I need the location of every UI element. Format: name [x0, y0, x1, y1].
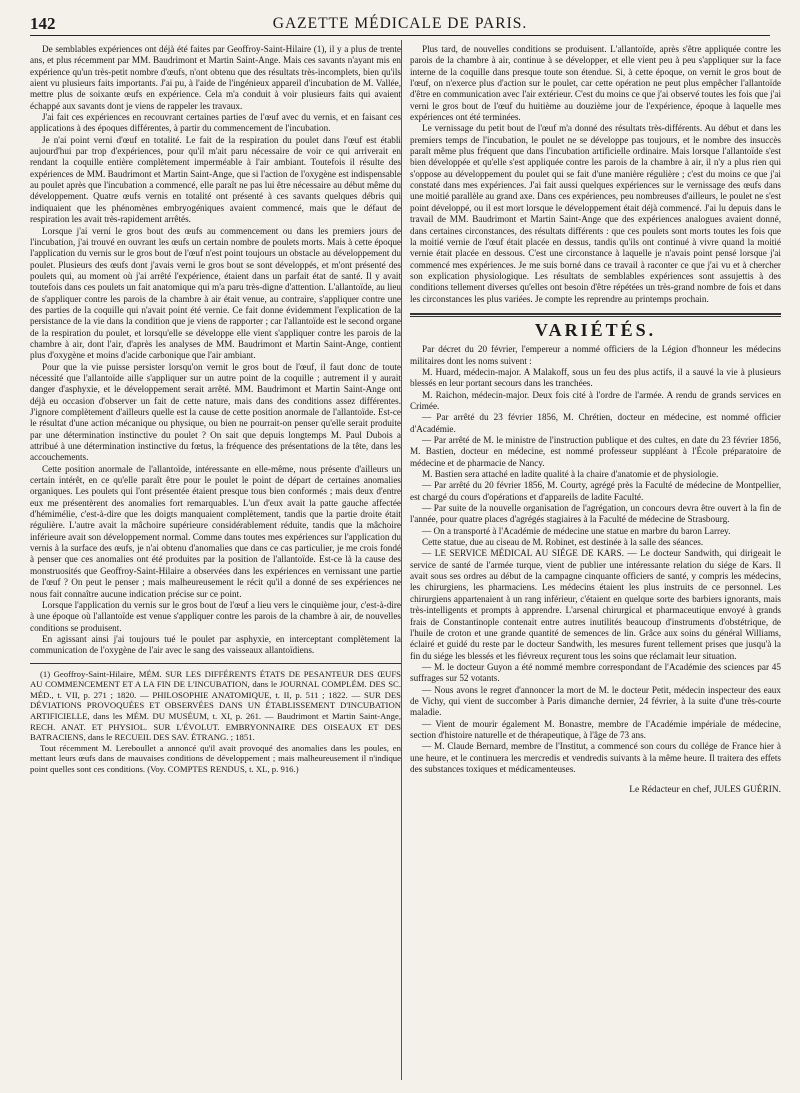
varietes-item: M. Raichon, médecin-major. Deux fois cité à l'ordre de l'armée. A rendu de grands services en Crimée.	[410, 389, 781, 411]
varietes-item: — Vient de mourir également M. Bonastre, membre de l'Académie impériale de médecine, section d'histoire naturelle et de thérapeutique, à l'âge de 73 ans.	[410, 718, 781, 740]
article-paragraph: Pour que la vie puisse persister lorsqu'on vernit le gros bout de l'œuf, il faut donc de toute nécessité que l'allantoïde aille s'appliquer sur un autre point de la coquille ; autrement il y aurait danger d'asphyxie, et le développement serait arrêté. MM. Baudrimont et Martin Saint-Ange ont déjà eu occasion d'observer un fait de cette nature, mais dans des conditions assez différentes. J'ignore complètement d'ailleurs quelle est la cause de cette position anormale de l'allantoïde. Est-ce le résultat d'une action mécanique ou physique, ou bien ne pourrait-on penser qu'elle serait produite par une détermination instinctive du poulet ? On sait que depuis longtemps M. Paul Dubois a attribué à une détermination instinctive du fœtus, la fréquence des présentations de la tête, dans les accouchements.	[30, 361, 401, 463]
article-paragraph: Lorsque j'ai verni le gros bout des œufs au commencement ou dans les premiers jours de l'incubation, j'ai trouvé en ouvrant les œufs un certain nombre de poulets morts. Mais à cette époque l'application du vernis sur le gros bout de l'œuf n'est point toujours un obstacle au développement du poulet. Plusieurs des œufs dont j'avais verni le gros bout se sont développés, et m'ont présenté des poulets qui, au moment où j'ai arrêté l'expérience, étaient dans un parfait état de santé. Il y avait toutefois dans ces poulets un fait anatomique qui m'a paru très-digne d'attention. L'allantoïde, au lieu de s'appliquer contre les parois de la chambre à air était venue, au contraire, s'appliquer contre une des parties de la coquille qui n'avait point été vernie. Ce fait donne évidemment l'explication de la persistance de la vie dans la condition que je viens de rapporter ; car l'allantoïde est le second organe de la respiration du poulet, et lorsqu'elle se développe elle vient s'appliquer contre les parois de la chambre à air, dont l'air, d'après les analyses de MM. Baudrimont et Martin Saint-Ange, contient plus d'oxygène et moins d'acide carbonique que l'air ambiant.	[30, 225, 401, 361]
varietes-item: M. Huard, médecin-major. A Malakoff, sous un feu des plus actifs, il a sauvé la vie à plusieurs blessés en leur portant secours dans les tranchées.	[410, 366, 781, 389]
varietes-item: — Par arrêté du 23 février 1856, M. Chrétien, docteur en médecine, est nommé officier d'Académie.	[410, 412, 781, 434]
editor-signature	[410, 785, 781, 796]
article-paragraph: De semblables expériences ont déjà été faites par Geoffroy-Saint-Hilaire (1), il y a plus de trente ans, et plus récemment par MM. Baudrimont et Martin Saint-Ange. Mais ces savants n'ayant mis en expérience qu'un très-petit nombre d'œufs, n'ont obtenu que des résultats très-incomplets, bien qu'ils aient vu plusieurs faits importants. J'ai pu, à l'aide de l'ingénieux appareil d'incubation de M. Vallée, mettre plus de soixante œufs en expérience. Cela m'a conduit à voir plusieurs faits qui avaient échappé aux savants dont je viens de rappeler les travaux.	[30, 44, 401, 111]
varietes-item: — Par arrêté de M. le ministre de l'instruction publique et des cultes, en date du 23 février 1856, M. Bastien, docteur en médecine, est nommé professeur suppléant à l'École préparatoire de médecine et de pharmacie de Nancy.	[410, 435, 781, 468]
footnote-paragraph: (1) Geoffroy-Saint-Hilaire, MÉM. SUR LES DIFFÉRENTS ÉTATS DE PESANTEUR DES ŒUFS AU COMMENCEMENT ET A LA FIN DE L'INCUBATION, dans le JOURNAL COMPLÉM. DES SC. MÉD., t. VII, p. 271 ; 1820. — PHILOSOPHIE ANATOMIQUE, t. II, p. 511 ; 1822. — SUR DES DÉVIATIONS PROVOQUÉES ET OBSERVÉES DANS UN ÉTABLISSEMENT D'INCUBATION ARTIFICIELLE, dans les MÉM. DU MUSÉUM, t. XI, p. 261. — Baudrimont et Martin Saint-Ange, RECH. ANAT. ET PHYSIOL. SUR L'ÉVOLUT. EMBRYONNAIRE DES OISEAUX ET DES BATRACIENS, dans le RECUEIL DES SAV. ÉTRANG. ; 1851.	[30, 668, 401, 743]
varietes-item: — Par arrêté du 20 février 1856, M. Courty, agrégé près la Faculté de médecine de Montpellier, est chargé du cours d'opérations et d'appareils de ladite Faculté.	[410, 480, 781, 502]
varietes-item: — M. Claude Bernard, membre de l'Institut, a commencé son cours du collége de France hier à une heure, et le continuera les mercredis et vendredis suivants à la même heure. Il traitera des effets des substances toxiques et médicamenteuses.	[410, 741, 781, 774]
column-divider	[401, 40, 402, 1080]
footnote-rule	[30, 663, 401, 664]
article-paragraph: Lorsque l'application du vernis sur le gros bout de l'œuf a lieu vers le cinquième jour, c'est-à-dire à une époque où l'allantoïde est venue s'appliquer contre les parois de la chambre à air, de nouvelles conditions se produisent.	[30, 599, 401, 633]
page-header	[30, 14, 770, 36]
varietes-item: — On a transporté à l'Académie de médecine une statue en marbre du baron Larrey.	[422, 525, 731, 536]
varietes-items	[410, 344, 781, 775]
page-number: 142	[30, 14, 56, 33]
varietes-item: — Par suite de la nouvelle organisation de l'agrégation, un concours devra être ouvert à la fin de l'année, pour quatre places d'agrégés stagiaires à la Faculté de médecine de Strasbourg.	[410, 503, 781, 525]
varietes-item: Par décret du 20 février, l'empereur a nommé officiers de la Légion d'honneur les médecins militaires dont les noms suivent :	[410, 344, 781, 366]
section-title-varietes: VARIÉTÉS.	[534, 319, 657, 340]
article-paragraph: Plus tard, de nouvelles conditions se produisent. L'allantoïde, après s'être appliquée contre les parois de la chambre à air, continue à se développer, et elle vient peu à peu s'appliquer sur la face interne de la coquille dans presque toute son étendue. Si, à cette époque, on vernit le gros bout de l'œuf, on n'exerce plus d'action sur le poulet, car cette opération ne peut plus empêcher l'allantoïde d'être en communication avec l'air extérieur. C'est du moins ce que j'ai observé toutes les fois que j'ai verni le gros bout de l'œuf du huitième au douzième jour de l'expérience, époque à laquelle mes expériences ont été terminées.	[410, 44, 781, 123]
right-column	[410, 44, 781, 1090]
right-column-paragraphs	[410, 44, 781, 305]
signature-name: JULES GUÉRIN.	[713, 785, 781, 796]
journal-title: GAZETTE MÉDICALE DE PARIS.	[272, 15, 528, 32]
article-paragraph: J'ai fait ces expériences en recouvrant certaines parties de l'œuf avec du vernis, et en faisant ces applications à des époques différentes, à partir du commencement de l'incubation.	[30, 112, 401, 134]
varietes-item: Cette statue, due au ciseau de M. Robinet, est destinée à la salle des séances.	[422, 537, 704, 548]
varietes-item: — Nous avons le regret d'annoncer la mort de M. le docteur Petit, médecin inspecteur des eaux de Vichy, qui vient de succomber à Paris dimanche dernier, 24 février, à la suite d'une très-courte maladie.	[410, 684, 781, 718]
article-paragraph: En agissant ainsi j'ai toujours tué le poulet par asphyxie, en interceptant complètement la communication de l'oxygène de l'air avec le sang des vaisseaux allantoïdiens.	[30, 633, 401, 656]
article-paragraph: Le vernissage du petit bout de l'œuf m'a donné des résultats très-différents. Au début et dans les premiers temps de l'incubation, le poulet ne se développe pas toujours, et le nombre des insuccès paraît même plus fréquent que dans l'incubation artificielle ordinaire. Mais lorsque l'allantoïde s'est bien développée et qu'elle s'est appliquée contre les parois de la chambre à air, il n'y a plus rien qui s'oppose au développement du poulet qui se fait d'une manière régulière ; c'est du moins ce que j'ai constaté dans mes expériences. J'ai fait aussi quelques expériences sur le vernissage des œufs dans une moitié parallèle au grand axe. Dans ces expériences, peu nombreuses d'ailleurs, le poulet ne s'est point développé, ou il est mort lorsque le développement était déjà commencé. J'ai lu depuis dans le travail de MM. Baudrimont et Martin Saint-Ange que des expériences analogues avaient donné, dans certaines circonstances, des résultats différents : que ces poulets sont morts toutes les fois que la moitié vernie de l'œuf était placée en dessus, tandis qu'ils ont continué à vivre quand la moitié vernie était placée en dessous. C'est une circonstance à laquelle je n'avais point pensé lorsque j'ai commencé mes expériences. Je me suis borné dans ce travail à raconter ce que j'ai vu et à chercher son explication physiologique. Les résultats de semblables expériences sont assujettis à des conditions tellement diverses qu'elles ont besoin d'être répétées un très-grand nombre de fois et dans les circonstances les plus variées. Je compte les reprendre au printemps prochain.	[410, 123, 781, 304]
left-column	[30, 44, 401, 1090]
left-column-paragraphs	[30, 44, 401, 657]
article-paragraph: Je n'ai point verni d'œuf en totalité. Le fait de la respiration du poulet dans l'œuf est établi aujourd'hui par trop d'expériences, pour qu'il m'ait paru nécessaire de voir ce qui arriverait en rendant la coquille entière complètement imperméable à l'air ambiant. Toutefois il résulte des expériences de MM. Baudrimont et Martin Saint-Ange, que si l'action de l'oxygène est indispensable au poulet après que l'incubation a commencé, elle paraît ne pas lui être nécessaire au début même du développement. Quatre œufs vernis en totalité ont présenté à ces savants quelques débris qui indiquaient que les phénomènes embryogéniques avaient commencé, mais que le défaut de respiration les avait très-rapidement arrêtés.	[30, 134, 401, 225]
varietes-item: — M. le docteur Guyon a été nommé membre correspondant de l'Académie des sciences par 45 suffrages sur 52 votants.	[410, 661, 781, 684]
footnote-paragraph: Tout récemment M. Lereboullet a annoncé qu'il avait provoqué des anomalies dans les poules, en mettant leurs œufs dans de mauvaises conditions de développement ; mais malheureusement il n'indique point quelles sont ces conditions. (Voy. COMPTES RENDUS, t. XL, p. 916.)	[30, 742, 401, 774]
footnotes	[30, 669, 401, 775]
varietes-item: — LE SERVICE MÉDICAL AU SIÉGE DE KARS. — Le docteur Sandwith, qui dirigeait le service de santé de l'armée turque, vient de publier une intéressante relation du siége de Kars. Il avait sous ses ordres au début de la campagne cinquante officiers de santé, y compris les médecins, les chirurgiens, les pharmaciens. Les médecins étaient les plus instruits de ce personnel. Les chirurgiens appartenaient à un rang inférieur, c'étaient en quelque sorte des barbiers ignorants, mais très-intelligents et prompts à apprendre. L'arsenal chirurgical et pharmaceutique envoyé à grands frais de Constantinople contenait entre autres inutilités beaucoup d'instruments d'obstétrique, de l'huile de croton et une grande quantité de semences de lin. Grâce aux soins du général Williams, éclairé et guidé du reste par le docteur Sandwith, les mesures furent tellement prises que jusqu'à la fin du siége les blessés et les fiévreux reçurent tous les soins que réclamait leur situation.	[410, 548, 781, 661]
article-paragraph: Cette position anormale de l'allantoïde, intéressante en elle-même, nous présente d'ailleurs un certain intérêt, en ce qu'elle paraît être pour le poulet le point de départ de certaines anomalies organiques. Les poulets qui l'ont présentée étaient presque tous bien conformés ; mais deux d'entre eux me présentèrent des anomalies fort remarquables. L'un d'eux avait la patte gauche affectée d'hémimélie, c'est-à-dire que les doigts manquaient complètement, tandis que la partie droite était régulière. L'autre avait la mâchoire supérieure considérablement réduite, tandis que la mâchoire inférieure avait son développement normal. Comme dans toutes mes expériences sur l'application du vernis à la surface des œufs, je n'ai obtenu d'anomalies que dans ce cas particulier, je me crois fondé à penser que ces anomalies ont été produites par la position de l'allantoïde. Est-ce là la cause des monstruosités que Geoffroy-Saint-Hilaire a observées dans les expériences en vernissant une partie de l'œuf ? On peut le penser ; mais malheureusement le récit qu'il a donné de ses expériences ne nous fait connaître aucune indication précise sur ce point.	[30, 463, 401, 599]
section-rule	[410, 313, 781, 317]
signature-prefix: Le Rédacteur en chef,	[629, 785, 712, 796]
varietes-item: M. Bastien sera attaché en ladite qualité à la chaire d'anatomie et de physiologie.	[422, 469, 719, 480]
